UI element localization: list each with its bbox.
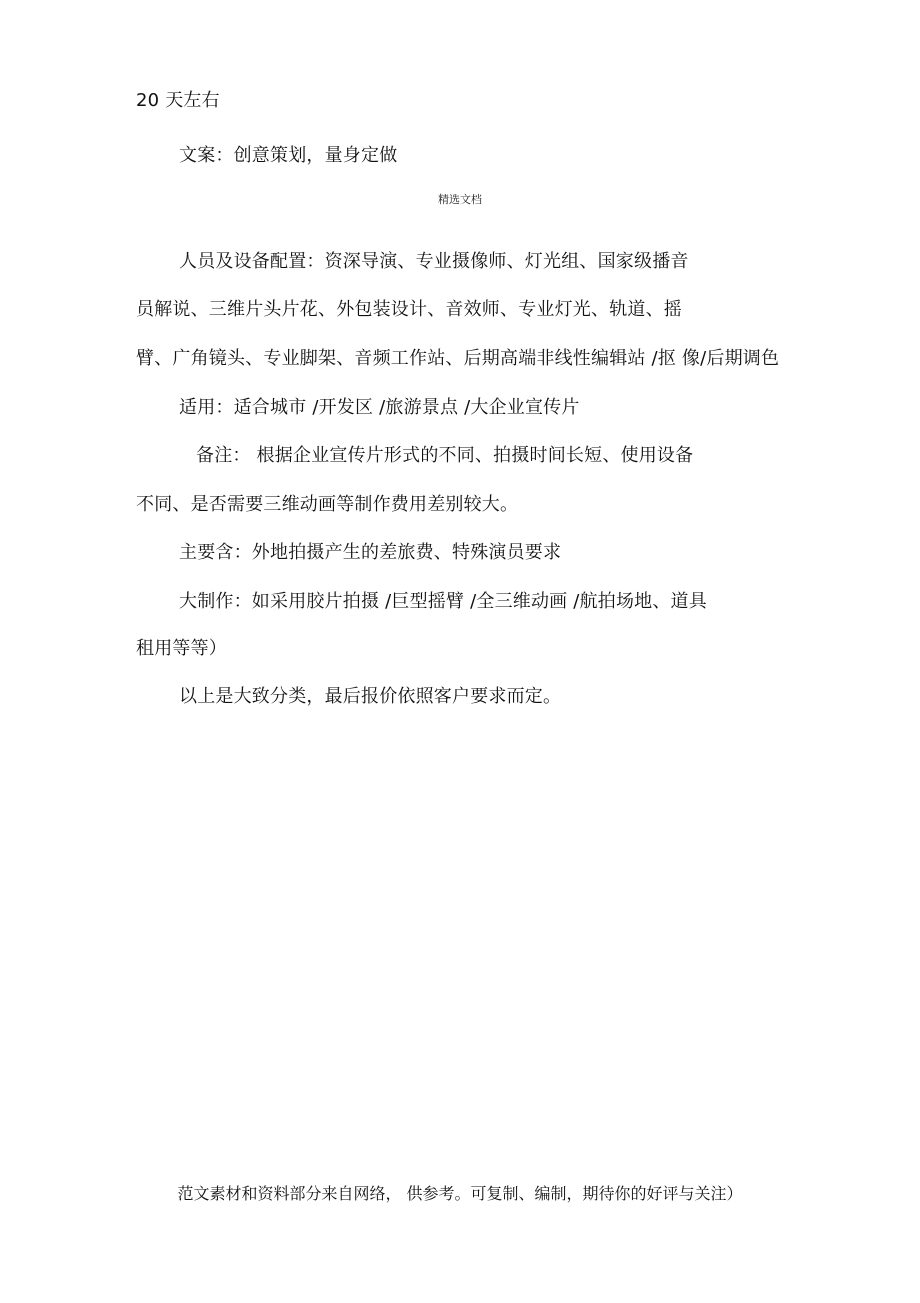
header-note: 精选文档 (438, 193, 482, 206)
text-line-remarks-1: 备注： 根据企业宣传片形式的不同、拍摄时间长短、使用设备 (196, 445, 694, 466)
footer-note: 范文素材和资料部分来自网络， 供参考。可复制、编制，期待你的好评与关注） (177, 1184, 743, 1203)
text-line-staff-equipment-2: 员解说、三维片头片花、外包装设计、音效师、专业灯光、轨道、摇 (136, 299, 682, 320)
text-line-summary: 以上是大致分类，最后报价依照客户要求而定。 (179, 686, 562, 707)
text-line-main-includes: 主要含：外地拍摄产生的差旅费、特殊演员要求 (179, 542, 562, 563)
text-line-big-production-2: 租用等等） (136, 638, 227, 659)
text-line-copywriting: 文案：创意策划，量身定做 (179, 145, 398, 166)
text-line-staff-equipment-3: 臂、广角镜头、专业脚架、音频工作站、后期高端非线性编辑站 /抠 像/后期调色 (136, 348, 780, 369)
text-line-remarks-2: 不同、是否需要三维动画等制作费用差别较大。 (136, 494, 519, 515)
text-line-duration: 20 天左右 (136, 90, 220, 111)
text-line-staff-equipment-1: 人员及设备配置：资深导演、专业摄像师、灯光组、国家级播音 (179, 251, 689, 272)
text-line-applicable: 适用：适合城市 /开发区 /旅游景点 /大企业宣传片 (179, 397, 580, 418)
text-line-big-production-1: 大制作：如采用胶片拍摄 /巨型摇臂 /全三维动画 /航拍场地、道具 (179, 591, 707, 612)
